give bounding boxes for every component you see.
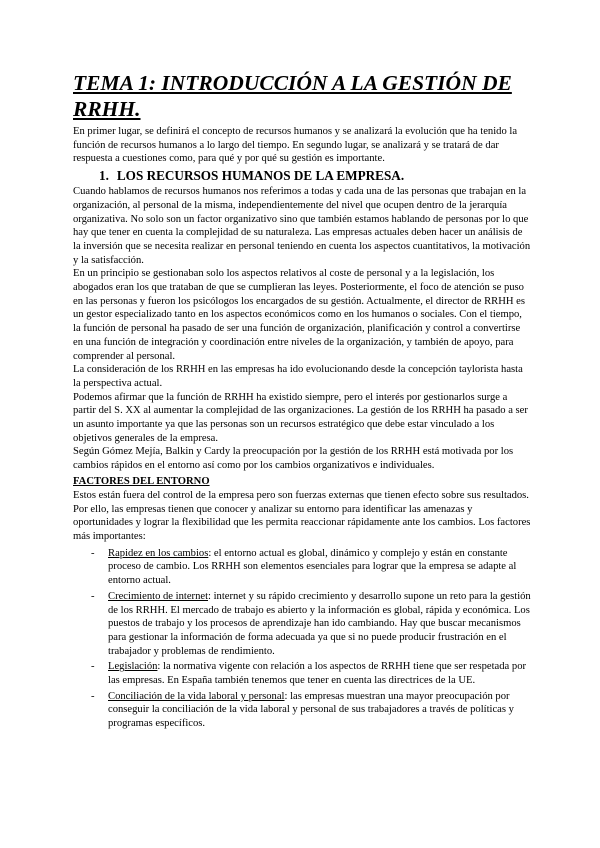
section-paragraph: Podemos afirmar que la función de RRHH ha existido siempre, pero el interés por gestionarlos surge a partir del S. XX al aumentar la complejidad de las organizaciones. La gestión de los RRHH ha pasado a ser un asunto importante ya que las personas son un recursos estratégico que debe estar vinculado a los objetivos generales de la empresa.: [73, 391, 528, 444]
factor-text: : internet y su rápido crecimiento y desarrollo supone un reto para la gestión de los RRHH. El mercado de trabajo es abierto y la información es global, rápida y económica. Los puestos de trabajo y los procesos de aprendizaje han ido cambiando. Hay que buscar mecanismos para gestionar la información de forma adecuada ya que si no puede producir frustración en el trabajador y problemas de rendimiento.: [108, 590, 531, 657]
list-item: [73, 660, 532, 687]
bullet-dash: -: [91, 547, 95, 559]
section-number: 1.: [99, 168, 109, 184]
factor-text: : las empresas muestran una mayor preocupación por conseguir la conciliación de la vida laboral y personal de sus trabajadores a través de políticas y programas específicos.: [108, 690, 514, 730]
factores-intro: Estos están fuera del control de la empresa pero son fuerzas externas que tienen efecto sobre sus resultados. Por ello, las empresas tienen que conocer y analizar su entorno para identificar las amenazas y oportunidades y lograr la flexibilidad que les permita reaccionar rápidamente ante los cambios. Los factores más importantes:: [73, 489, 531, 542]
factor-term: Crecimiento de internet: [108, 590, 209, 602]
document-title: TEMA 1: INTRODUCCIÓN A LA GESTIÓN DE RRHH.: [73, 71, 512, 121]
intro-paragraph: En primer lugar, se definirá el concepto de recursos humanos y se analizará la evolución que ha tenido la función de recursos humanos a lo largo del tiempo. En segundo lugar, se analizará y se tratará de dar respuesta a cuestiones como, para qué y por qué su gestión es importante.: [73, 126, 518, 165]
section-heading: [99, 168, 532, 184]
section-paragraph: La consideración de los RRHH en las empresas ha ido evolucionando desde la concepción taylorista hasta la perspectiva actual.: [73, 364, 523, 389]
factor-text: : la normativa vigente con relación a los aspectos de RRHH tiene que ser respetada por las empresas. En España también tenemos que tener en cuenta las directrices de la UE.: [108, 661, 527, 687]
section-paragraph: Cuando hablamos de recursos humanos nos referimos a todas y cada una de las personas que trabajan en la organización, al personal de la misma, independientemente del nivel que ocupen dentro de la jerarquía organizativa. No solo son un factor organizativo sino que también estamos hablando de personas por lo que hay que tener en cuenta la complejidad de su naturaleza. Las empresas actuales deben hacer un análisis de la inversión que se necesita realizar en personal teniendo en cuenta los aspectos cuantitativos, la motivación y la satisfacción.: [73, 186, 531, 266]
section-paragraph: Según Gómez Mejía, Balkin y Cardy la preocupación por la gestión de los RRHH está motivada por los cambios rápidos en el entorno así como por los cambios organizativos e individuales.: [73, 446, 514, 472]
bullet-dash: -: [91, 661, 95, 673]
bullet-dash: -: [91, 690, 95, 702]
list-item: [73, 690, 532, 731]
factors-list: [73, 547, 532, 731]
factor-term: Conciliación de la vida laboral y personal: [108, 690, 285, 702]
section-paragraph: En un principio se gestionaban solo los aspectos relativos al coste de personal y a la legislación, los abogados eran los que trataban de que se cumplieran las leyes. Posteriormente, el foco de atención se puso en las personas y fueron los psicólogos los encargados de su gestión. Actualmente, el director de RRHH es un gestor especializado tanto en los aspectos económicos como en los humanos o sociales. Con el tiempo, la función de personal ha pasado de ser una función de organización, planificación y control a convertirse en una función de integración y coordinación entre niveles de la organización, y también de apoyo, para comprender al personal.: [73, 268, 525, 362]
section-title: LOS RECURSOS HUMANOS DE LA EMPRESA.: [116, 168, 405, 184]
list-item: [73, 547, 532, 588]
list-item: [73, 590, 532, 659]
factor-term: Rapidez en los cambios: [108, 547, 209, 559]
factor-term: Legislación: [108, 661, 158, 673]
factores-heading: FACTORES DEL ENTORNO: [73, 475, 210, 487]
bullet-dash: -: [91, 590, 95, 602]
factor-text: : el entorno actual es global, dinámico y complejo y están en constante proceso de cambio. Los RRHH son elementos esenciales para lograr que la empresa se adapte al entorno actual.: [108, 547, 517, 587]
